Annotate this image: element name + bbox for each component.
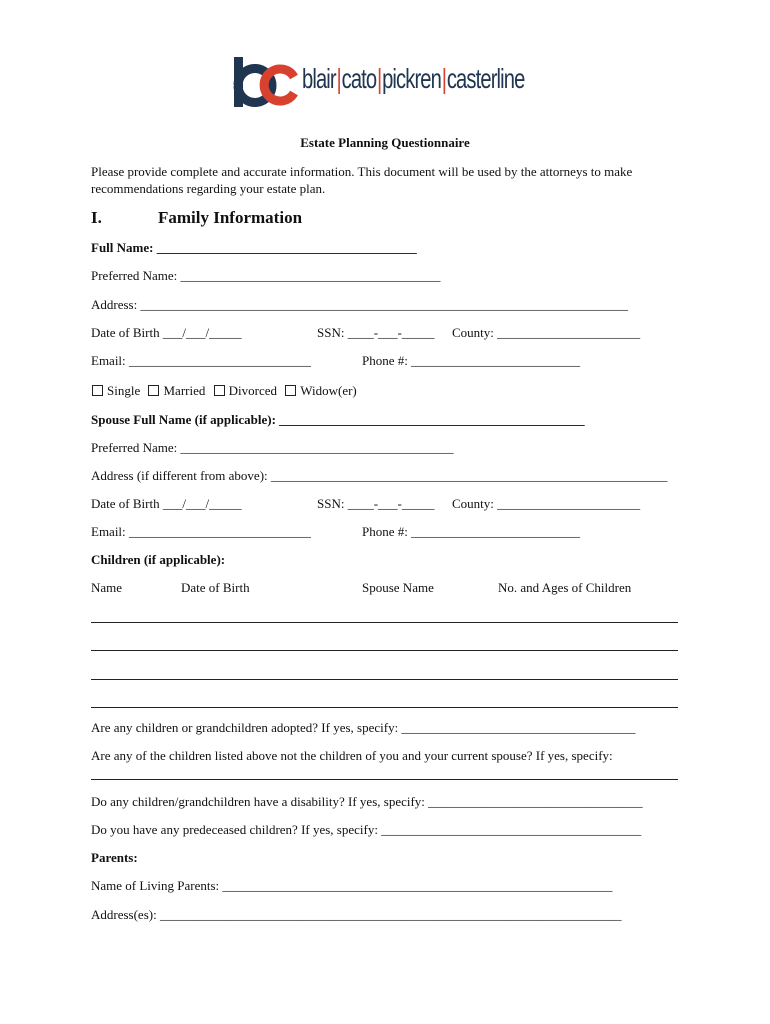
logo-word-pickren: pickren xyxy=(382,63,442,94)
spouse-address-field[interactable]: Address (if different from above): _____________________________________________________________ xyxy=(91,468,668,483)
spouse-phone-field[interactable]: Phone #: __________________________ xyxy=(362,524,581,539)
document-title: Estate Planning Questionnaire xyxy=(300,135,470,150)
county-field[interactable]: County: ______________________ xyxy=(452,325,641,340)
spouse-email-field[interactable]: Email: ____________________________ xyxy=(91,524,311,539)
disability-question[interactable]: Do any children/grandchildren have a disability? If yes, specify: _________________________________ xyxy=(91,794,643,809)
firm-logo xyxy=(232,55,542,111)
widower-checkbox[interactable] xyxy=(285,385,296,396)
ssn-field[interactable]: SSN: ____-___-_____ xyxy=(317,325,435,340)
children-entry-line-2[interactable] xyxy=(91,650,678,651)
married-label: Married xyxy=(163,383,206,398)
married-checkbox[interactable] xyxy=(148,385,159,396)
single-checkbox[interactable] xyxy=(92,385,103,396)
logo-word-cato: cato xyxy=(341,63,377,94)
divorced-label: Divorced xyxy=(228,383,277,398)
email-field[interactable]: Email: ____________________________ xyxy=(91,353,311,368)
logo-word-casterline: casterline xyxy=(446,63,525,94)
dob-field[interactable]: Date of Birth ___/___/_____ xyxy=(91,325,242,340)
living-parents-field[interactable]: Name of Living Parents: ____________________________________________________________ xyxy=(91,878,613,893)
full-name-field[interactable]: Full Name: ________________________________________ xyxy=(91,240,417,255)
parents-heading: Parents: xyxy=(91,850,138,865)
spouse-preferred-name-field[interactable]: Preferred Name: __________________________________________ xyxy=(91,440,454,455)
preferred-name-field[interactable]: Preferred Name: ________________________________________ xyxy=(91,268,441,283)
col-name-header: Name xyxy=(91,580,123,595)
section-heading xyxy=(91,208,302,228)
section-number: I. xyxy=(91,208,102,227)
widower-label: Widow(er) xyxy=(300,383,357,398)
spouse-dob-field[interactable]: Date of Birth ___/___/_____ xyxy=(91,496,242,511)
not-your-children-answer-line[interactable] xyxy=(91,779,678,780)
children-entry-line-1[interactable] xyxy=(91,622,678,623)
spouse-ssn-field[interactable]: SSN: ____-___-_____ xyxy=(317,496,435,511)
divorced-checkbox[interactable] xyxy=(214,385,225,396)
spouse-county-field[interactable]: County: ______________________ xyxy=(452,496,641,511)
adopted-question[interactable]: Are any children or grandchildren adopted? If yes, specify: ____________________________________ xyxy=(91,720,636,735)
address-field[interactable]: Address: ___________________________________________________________________________ xyxy=(91,297,628,312)
phone-field[interactable]: Phone #: __________________________ xyxy=(362,353,581,368)
parent-addresses-field[interactable]: Address(es): _______________________________________________________________________ xyxy=(91,907,622,922)
firm-name: blair|cato|pickren|casterline xyxy=(302,63,525,94)
children-entry-line-3[interactable] xyxy=(91,679,678,680)
single-label: Single xyxy=(107,383,141,398)
intro-paragraph: Please provide complete and accurate information. This document will be used by the attorneys to make recommendations regarding your estate plan. xyxy=(91,164,633,196)
section-title: Family Information xyxy=(158,208,303,227)
bc-logo-mark xyxy=(232,55,298,111)
col-ages-header: No. and Ages of Children xyxy=(498,580,632,595)
children-entry-line-4[interactable] xyxy=(91,707,678,708)
children-heading: Children (if applicable): xyxy=(91,552,226,567)
marital-status-options xyxy=(91,383,361,399)
col-spouse-name-header: Spouse Name xyxy=(362,580,434,595)
spouse-full-name-field[interactable]: Spouse Full Name (if applicable): _______________________________________________ xyxy=(91,412,585,427)
col-dob-header: Date of Birth xyxy=(181,580,250,595)
predeceased-question[interactable]: Do you have any predeceased children? If yes, specify: ________________________________________ xyxy=(91,822,642,837)
not-your-children-question: Are any of the children listed above not the children of you and your current spouse? If yes, specify: xyxy=(91,748,613,763)
logo-word-blair: blair xyxy=(302,63,336,94)
